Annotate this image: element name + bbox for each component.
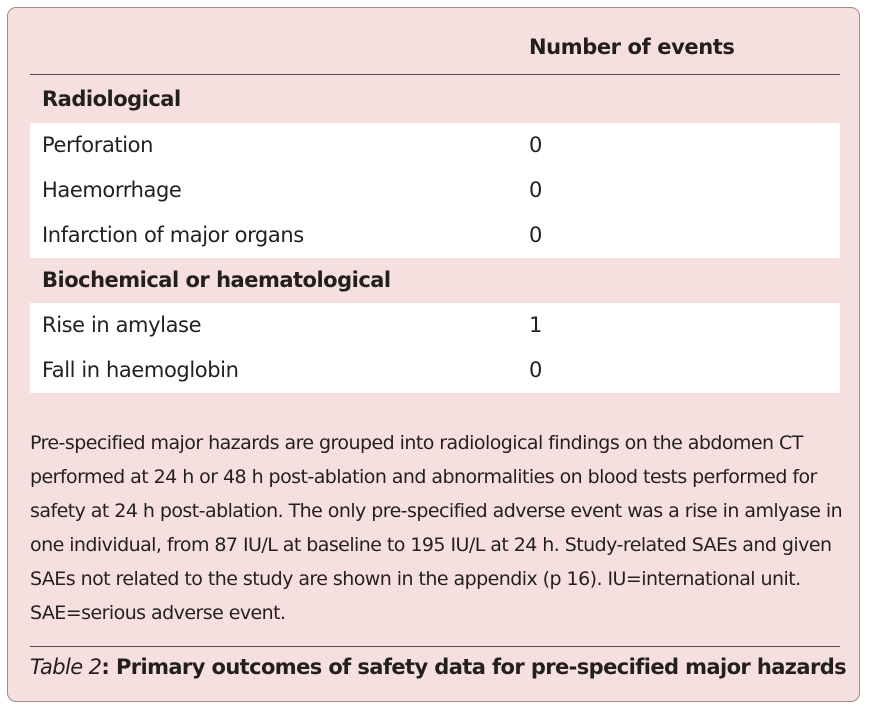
table-row	[30, 213, 840, 258]
row-value: 0	[529, 133, 542, 157]
caption-separator: :	[101, 655, 116, 679]
table-row	[30, 303, 840, 348]
row-value: 0	[529, 358, 542, 382]
column-header-number-of-events: Number of events	[529, 35, 735, 59]
row-value: 1	[529, 313, 542, 337]
table-header-row	[30, 8, 840, 75]
caption-text: Primary outcomes of safety data for pre-specified major hazards	[115, 655, 847, 679]
table-row	[30, 168, 840, 213]
row-value: 0	[529, 223, 542, 247]
row-label: Rise in amylase	[42, 313, 202, 337]
table-footnote: Pre-specified major hazards are grouped into radiological findings on the abdomen CT performed at 24 h or 48 h post-ablation and abnormalities on blood tests performed for safety at 24 h post-ablation. The only pre-specified adverse event was a rise in amlyase in one individual, from 87 IU/L at baseline to 195 IU/L at 24 h. Study-related SAEs and given SAEs not related to the study are shown in the appendix (p 16). IU=international unit. SAE=serious adverse event.	[30, 432, 843, 624]
section-title: Biochemical or haematological	[42, 268, 391, 292]
section-biochemical	[30, 258, 840, 393]
section-radiological	[30, 75, 840, 258]
section-title: Radiological	[42, 87, 181, 111]
table-panel	[7, 7, 860, 702]
caption-divider	[30, 646, 840, 647]
caption-label: Table 2	[30, 655, 102, 679]
table-caption	[30, 655, 846, 679]
row-label: Perforation	[42, 133, 154, 157]
row-label: Infarction of major organs	[42, 223, 304, 247]
row-label: Haemorrhage	[42, 178, 182, 202]
table-row	[30, 123, 840, 168]
table-row	[30, 348, 840, 393]
row-value: 0	[529, 178, 542, 202]
row-label: Fall in haemoglobin	[42, 358, 239, 382]
